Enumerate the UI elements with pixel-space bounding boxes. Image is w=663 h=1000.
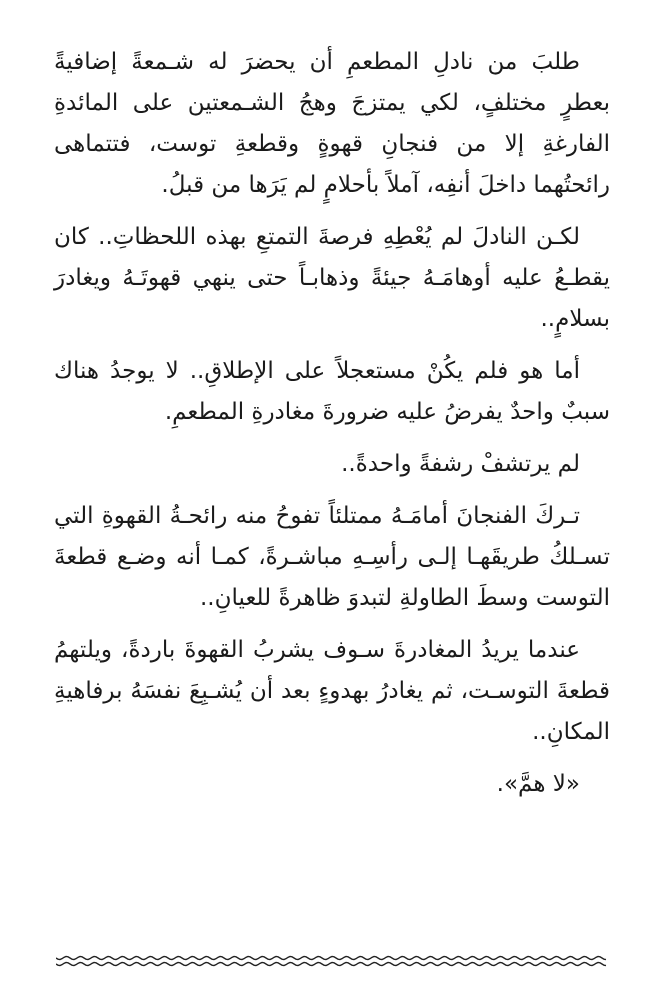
wavy-line-bottom bbox=[56, 962, 606, 965]
paragraph-3: أما هو فلم يكُنْ مستعجلاً على الإطلاقِ.. لا يوجدُ هناك سببٌ واحدٌ يفرضُ عليه ضرورةَ مغادرةِ المطعمِ. bbox=[54, 358, 610, 425]
wavy-divider bbox=[56, 954, 607, 968]
story-text-block bbox=[54, 42, 610, 805]
paragraph-4: لم يرتشفْ رشفةً واحدةً.. bbox=[341, 451, 580, 477]
paragraph-1: طلبَ من نادلِ المطعمِ أن يحضرَ له شـمعةً إضافيةً بعطرٍ مختلفٍ، لكي يمتزجَ وهجُ الشـمعتين على المائدةِ الفارغةِ إلا من فنجانِ قهوةٍ وقطعةِ توست، فتتماهى رائحتُهما داخلَ أنفِه، آملاً بأحلامٍ لم يَرَها من قبلُ. bbox=[54, 49, 610, 198]
wavy-line-top bbox=[56, 956, 606, 959]
paragraph-2: لكـن النادلَ لم يُعْطِهِ فرصةَ التمتعِ بهذه اللحظاتِ.. كان يقطـعُ عليه أوهامَـهُ جيئةً وذهابـاً حتى ينهي قهوتَـهُ ويغادرَ بسلامٍ.. bbox=[54, 224, 610, 332]
paragraph-5: تـركَ الفنجانَ أمامَـهُ ممتلئاً تفوحُ منه رائحـةُ القهوةِ التي تسـلكُ طريقَهـا إلـى رأسِـهِ مباشـرةً، كمـا أنه وضـع قطعةَ التوست وسطَ الطاولةِ لتبدوَ ظاهرةً للعيانِ.. bbox=[54, 503, 610, 611]
closing-quote: «لا همَّ». bbox=[496, 771, 580, 797]
paragraph-6: عندما يريدُ المغادرةَ سـوف يشربُ القهوةَ باردةً، ويلتهمُ قطعةَ التوسـت، ثم يغادرُ بهدوءٍ بعد أن يُشـبِعَ نفسَهُ برفاهيةِ المكانِ.. bbox=[54, 637, 610, 745]
